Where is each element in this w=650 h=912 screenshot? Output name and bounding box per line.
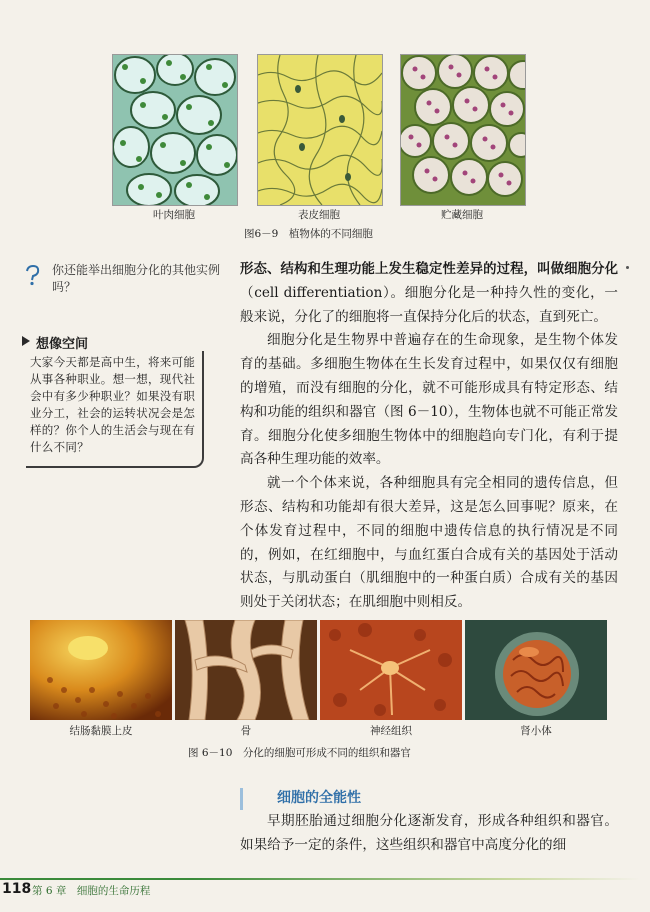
- imagination-title: 想像空间: [36, 337, 89, 352]
- nerve-tissue-image: [320, 620, 462, 720]
- section-title: 细胞的全能性: [277, 790, 361, 806]
- definition-bold: 形态、结构和生理功能上发生稳定性差异的过程，叫做细胞分化: [240, 262, 618, 277]
- paragraph-1: 细胞分化是生物界中普遍存在的生命现象，是生物个体发育的基础。多细胞生物体在生长发育过程中，如果仅仅有细胞的增殖，而没有细胞的分化，就不可能形成具有特定形态、结构和功能的组织和器官（图 6－10），生物体也就不可能正常发育。细胞分化使多细胞生物体中的细胞趋向专门化，有利于提高各种生理功能的效率。: [240, 332, 618, 468]
- imagination-text: 大家今天都是高中生，将来可能从事各种职业。想一想，现代社会中有多少种职业？如果没有职业分工，社会的运转状况会是怎样的？你个人的生活会与现在有什么不同？: [30, 355, 196, 454]
- imagination-box: [22, 333, 206, 473]
- margin-dot: [626, 266, 629, 269]
- nerve-tissue-label: 神经组织: [370, 725, 412, 737]
- section-paragraph: 早期胚胎通过细胞分化逐渐发育，形成各种组织和器官。如果给予一定的条件，这些组织和器官中高度分化的细: [240, 813, 618, 853]
- storage-cell-label: 贮藏细胞: [441, 209, 483, 221]
- colon-epithelium-label: 结肠黏膜上皮: [69, 725, 133, 737]
- definition-rest: （cell differentiation）。细胞分化是一种持久性的变化，一般来说，分化了的细胞将一直保持分化后的状态，直到死亡。: [240, 284, 618, 325]
- section-bar-icon: [240, 788, 243, 810]
- bone-label: 骨: [240, 725, 252, 737]
- page-number: 118: [2, 881, 32, 897]
- main-text-block: [240, 258, 618, 615]
- storage-cell-image: [400, 54, 526, 206]
- epidermal-cell-label: 表皮细胞: [298, 209, 340, 221]
- figure-6-10-caption: 图 6－10 分化的细胞可形成不同的组织和器官: [188, 747, 411, 759]
- chapter-title: 第 6 章 细胞的生命历程: [32, 885, 151, 897]
- epidermal-cell-image: [257, 54, 383, 206]
- figure-6-9-caption: 图6－9 植物体的不同细胞: [244, 228, 373, 240]
- colon-epithelium-image: [30, 620, 172, 720]
- footer-rule: [0, 878, 640, 880]
- mesophyll-cell-label: 叶肉细胞: [153, 209, 195, 221]
- question-text: 你还能举出细胞分化的其他实例吗？: [52, 263, 221, 294]
- definition-paragraph: [240, 258, 618, 329]
- mesophyll-cell-image: [112, 54, 238, 206]
- question-mark-icon: [22, 264, 44, 286]
- paragraph-2: 就一个个体来说，各种细胞具有完全相同的遗传信息，但形态、结构和功能却有很大差异，这是怎么回事呢？原来，在个体发育过程中，不同的细胞中遗传信息的执行情况是不同的，例如，在红细胞中，与血红蛋白合成有关的基因处于活动状态，与肌动蛋白（肌细胞中的一种蛋白质）合成有关的基因则处于关闭状态；在肌细胞中则相反。: [240, 475, 618, 611]
- bone-image: [175, 620, 317, 720]
- renal-corpuscle-image: [465, 620, 607, 720]
- renal-corpuscle-label: 肾小体: [520, 725, 552, 737]
- triangle-marker-icon: [22, 336, 30, 346]
